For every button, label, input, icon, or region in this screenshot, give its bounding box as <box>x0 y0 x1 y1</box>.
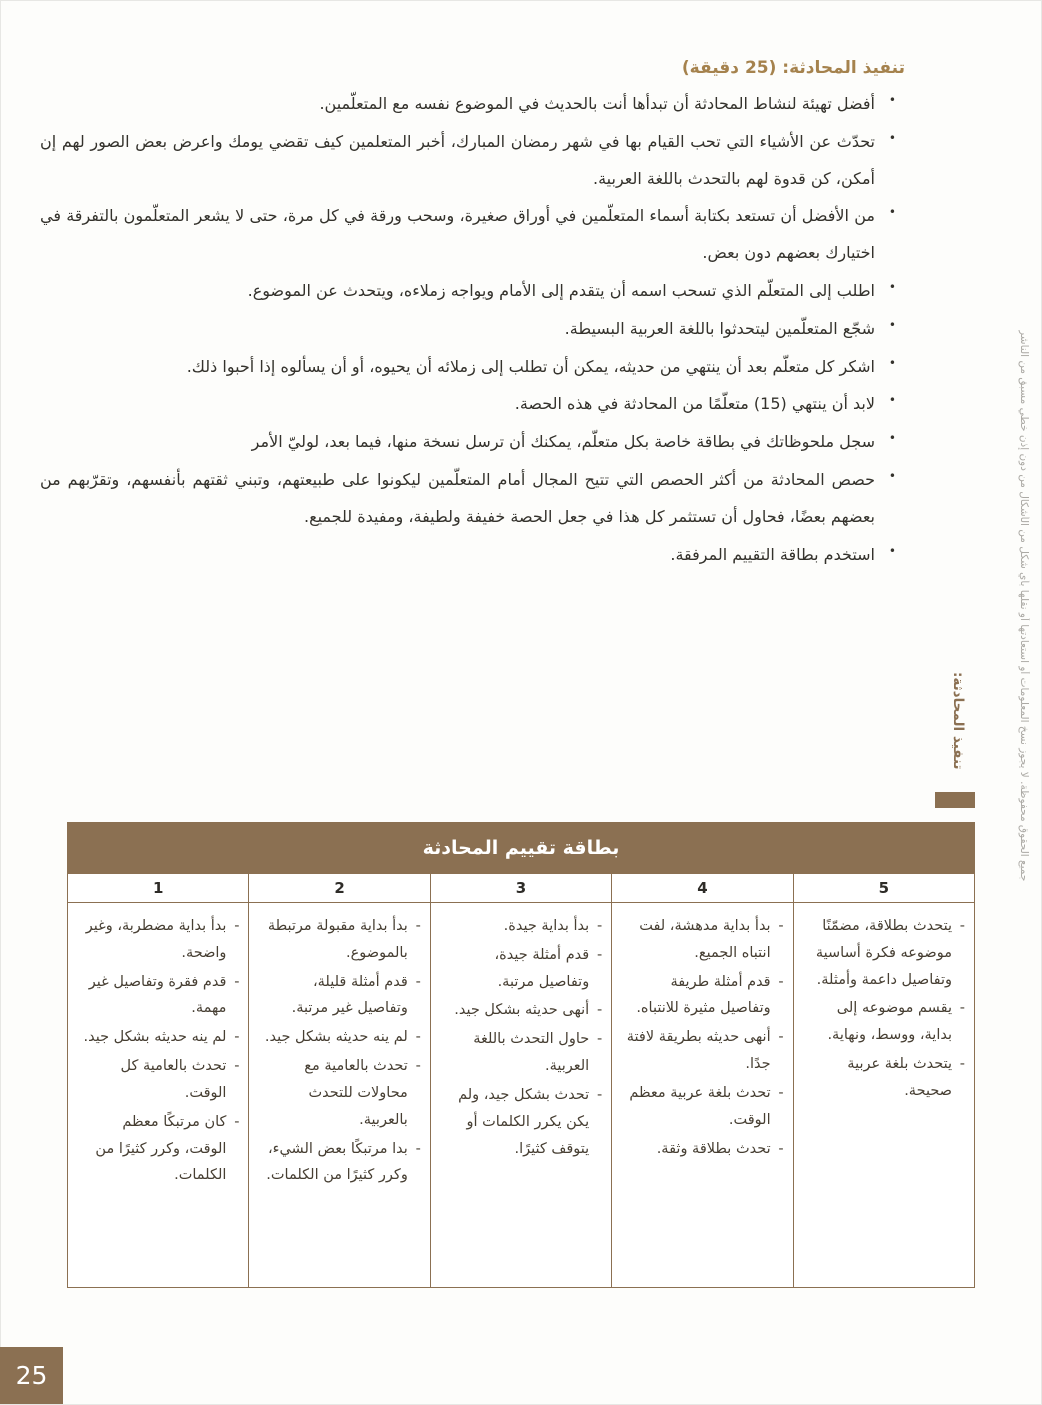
rubric-item: - بدأ بداية مدهشة، لفت انتباه الجميع. <box>621 913 783 967</box>
section-tab-label: تنفيذ المحادثة: <box>950 672 966 770</box>
rubric-item: - قدم أمثلة جيدة، وتفاصيل مرتبة. <box>440 942 602 996</box>
instruction-item: • تحدّث عن الأشياء التي تحب القيام بها في شهر رمضان المبارك، أخبر المتعلمين كيف تقضي يومك واعرض بعض الصور لهم إن أمكن، كن قدوة لهم بالتحدث باللغة العربية. <box>40 124 905 198</box>
rubric-item: - بدأ بداية جيدة. <box>440 913 602 940</box>
rubric-cell-1 <box>68 903 249 1288</box>
score-header-5: 5 <box>793 874 974 903</box>
rubric-cell-4 <box>612 903 793 1288</box>
evaluation-table <box>67 822 975 1288</box>
page-number-badge: 25 <box>0 1347 63 1404</box>
rubric-item: - أنهى حديثه بشكل جيد. <box>440 997 602 1024</box>
rubric-item: - تحدث بالعامية مع محاولات للتحدث بالعربية. <box>258 1053 420 1133</box>
score-header-2: 2 <box>249 874 430 903</box>
instruction-item: • اطلب إلى المتعلّم الذي تسحب اسمه أن يتقدم إلى الأمام ويواجه زملاءه، ويتحدث عن الموضوع. <box>40 273 905 310</box>
rubric-item: - بدأ بداية مقبولة مرتبطة بالموضوع. <box>258 913 420 967</box>
copyright-vertical-text: جميع الحقوق محفوظة. لا يجوز نسخ المعلومات أو استعادتها أو نقلها بأي شكل من الأشكال من دون إذن خطي مسبق من الناشر <box>1018 330 1030 882</box>
rubric-cell-5 <box>793 903 974 1288</box>
instruction-item: • من الأفضل أن تستعد بكتابة أسماء المتعلّمين في أوراق صغيرة، وسحب ورقة في كل مرة، حتى لا يشعر المتعلّمون بالتفرقة في اختيارك بعضهم دون بعض. <box>40 198 905 272</box>
rubric-item: - بدا مرتبكًا بعض الشيء، وكرر كثيرًا من الكلمات. <box>258 1136 420 1190</box>
rubric-item: - يتحدث بطلاقة، مضمّنًا موضوعه فكرة أساسية وتفاصيل داعمة وأمثلة. <box>803 913 965 993</box>
rubric-item: - يقسم موضوعه إلى بداية، ووسط، ونهاية. <box>803 995 965 1049</box>
section-tab-marker <box>935 792 975 808</box>
score-header-1: 1 <box>68 874 249 903</box>
rubric-criteria-list <box>258 913 420 1189</box>
rubric-criteria-list <box>440 913 602 1162</box>
rubric-item: - قدم فقرة وتفاصيل غير مهمة. <box>77 969 239 1023</box>
rubric-item: - قدم أمثلة طريفة وتفاصيل مثيرة للانتباه. <box>621 969 783 1023</box>
rubric-item: - تحدث بشكل جيد، ولم يكن يكرر الكلمات أو يتوقف كثيرًا. <box>440 1082 602 1162</box>
rubric-item: - يتحدث بلغة عربية صحيحة. <box>803 1051 965 1105</box>
score-header-3: 3 <box>430 874 611 903</box>
rubric-item: - كان مرتبكًا معظم الوقت، وكرر كثيرًا من الكلمات. <box>77 1109 239 1189</box>
rubric-cell-3 <box>430 903 611 1288</box>
rubric-item: - تحدث بطلاقة وثقة. <box>621 1136 783 1163</box>
instruction-item: • أفضل تهيئة لنشاط المحادثة أن تبدأها أنت بالحديث في الموضوع نفسه مع المتعلّمين. <box>40 86 905 123</box>
instruction-item: • اشكر كل متعلّم بعد أن ينتهي من حديثه، يمكن أن تطلب إلى زملائه أن يحيوه، أو أن يسألوه إذا أحبوا ذلك. <box>40 349 905 386</box>
instruction-item: • شجّع المتعلّمين ليتحدثوا باللغة العربية البسيطة. <box>40 311 905 348</box>
rubric-item: - أنهى حديثه بطريقة لافتة جدًا. <box>621 1024 783 1078</box>
rubric-item: - تحدث بالعامية كل الوقت. <box>77 1053 239 1107</box>
rubric-item: - تحدث بلغة عربية معظم الوقت. <box>621 1080 783 1134</box>
rubric-item: - حاول التحدث باللغة العربية. <box>440 1026 602 1080</box>
score-header-4: 4 <box>612 874 793 903</box>
instruction-item: • استخدم بطاقة التقييم المرفقة. <box>40 537 905 574</box>
main-content <box>40 58 905 574</box>
rubric-item: - لم ينه حديثه بشكل جيد. <box>77 1024 239 1051</box>
page-title: تنفيذ المحادثة: (25 دقيقة) <box>681 58 905 78</box>
rubric-item: - قدم أمثلة قليلة، وتفاصيل غير مرتبة. <box>258 969 420 1023</box>
table-title: بطاقة تقييم المحادثة <box>68 823 975 874</box>
rubric-item: - بدأ بداية مضطربة، وغير واضحة. <box>77 913 239 967</box>
rubric-criteria-list <box>803 913 965 1105</box>
instructions-list <box>40 86 905 573</box>
rubric-item: - لم ينه حديثه بشكل جيد. <box>258 1024 420 1051</box>
rubric-criteria-list <box>621 913 783 1162</box>
instruction-item: • سجل ملحوظاتك في بطاقة خاصة بكل متعلّم، يمكنك أن ترسل نسخة منها، فيما بعد، لوليّ الأمر <box>40 424 905 461</box>
rubric-cell-2 <box>249 903 430 1288</box>
rubric-criteria-list <box>77 913 239 1189</box>
instruction-item: • لابد أن ينتهي (15) متعلّمًا من المحادثة في هذه الحصة. <box>40 386 905 423</box>
instruction-item: • حصص المحادثة من أكثر الحصص التي تتيح المجال أمام المتعلّمين ليكونوا على طبيعتهم، وتبني ثقتهم بأنفسهم، وتقرّبهم من بعضهم بعضًا، فحاول أن تستثمر كل هذا في جعل الحصة خفيفة ولطيفة، ومفيدة للجميع. <box>40 462 905 536</box>
